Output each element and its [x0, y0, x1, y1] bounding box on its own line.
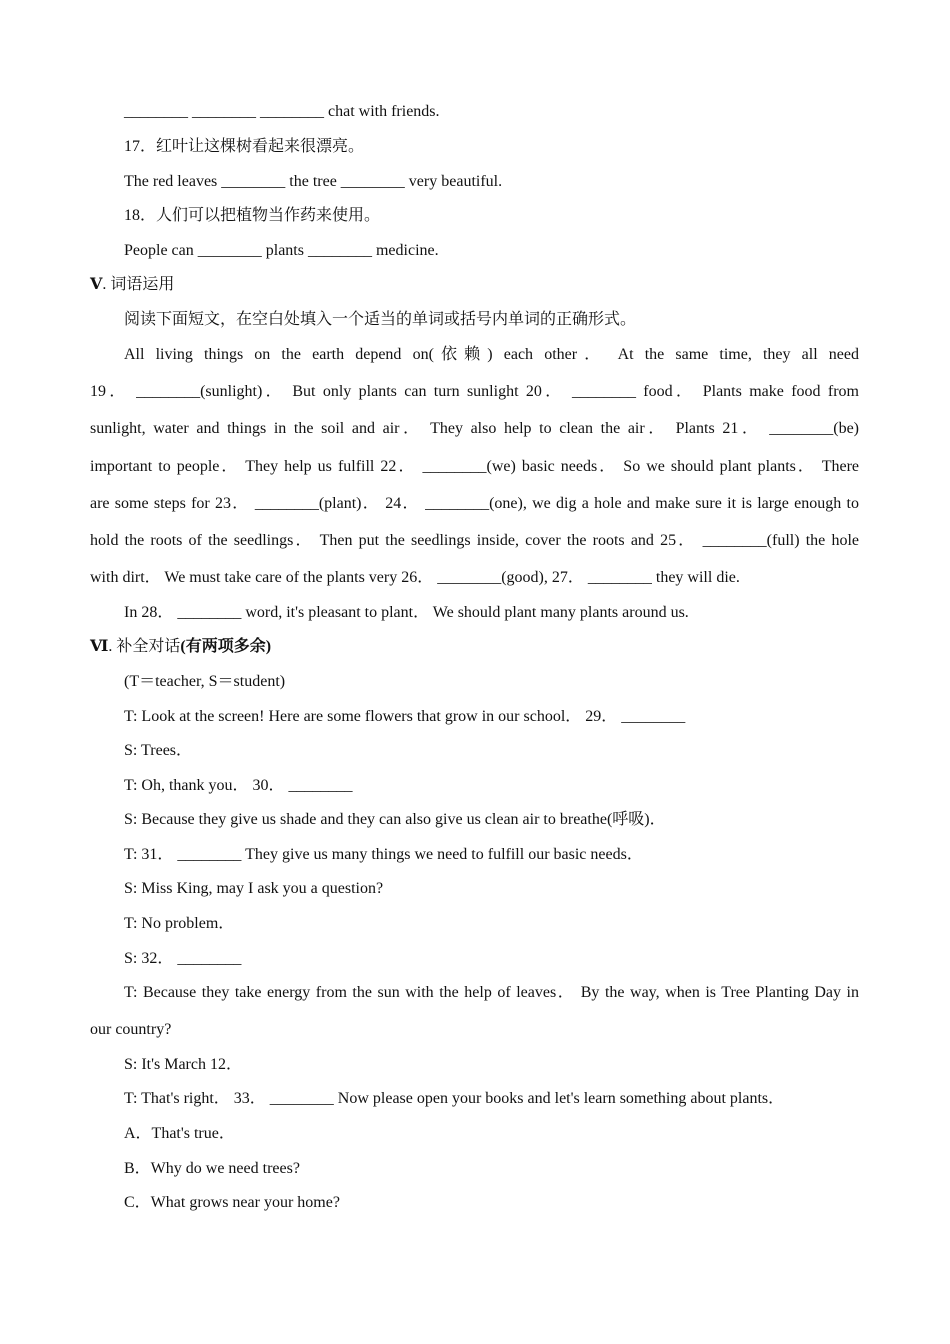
dialogue-line: T: 31． ________ They give us many things we need to fulfill our basic needs． [124, 846, 643, 863]
dialogue-line: S: Miss King, may I ask you a question? [124, 880, 384, 897]
section-6-heading [90, 637, 271, 657]
answer-line-16: ________ ________ ________ chat with friends. [124, 103, 440, 120]
question-17: 17．红叶让这棵树看起来很漂亮。 [124, 138, 365, 155]
role-key: (T＝teacher, S＝student) [124, 673, 286, 690]
passage-line: hold the roots of the seedlings． Then put the seedlings inside, cover the roots and 25． ________(full) the hole [90, 532, 859, 549]
section-6-numeral: Ⅵ [90, 638, 109, 655]
passage-line: important to people． They help us fulfill 22． ________(we) basic needs． So we should plant plants． There [90, 458, 860, 475]
dialogue-line: S: Because they give us shade and they can also give us clean air to breathe(呼吸)． [124, 811, 666, 828]
option-b: B．Why do we need trees? [124, 1160, 300, 1177]
section-6-note: (有两项多余) [180, 638, 272, 655]
passage-line: 19． ________(sunlight)． But only plants can turn sunlight 20． ________ food． Plants make food from [90, 383, 860, 400]
section-5-numeral: Ⅴ [90, 276, 103, 293]
question-18: 18．人们可以把植物当作药来使用。 [124, 207, 381, 224]
passage-line: with dirt． We must take care of the plants very 26． ________(good), 27． ________ they will die. [90, 569, 740, 586]
passage-line: sunlight, water and things in the soil and air． They also help to clean the air． Plants 21． ________(be) [90, 420, 859, 437]
passage-line: All living things on the earth depend on(依赖) each other． At the same time, they all need [124, 346, 859, 363]
section-5-heading [90, 275, 174, 295]
passage-last-line: In 28． ________ word, it's pleasant to plant． We should plant many plants around us. [124, 604, 689, 621]
dialogue-line: S: It's March 12． [124, 1056, 242, 1073]
dialogue-line: T: No problem． [124, 915, 235, 932]
answer-line-18: People can ________ plants ________ medicine. [124, 242, 439, 259]
dialogue-line: S: Trees． [124, 742, 193, 759]
answer-line-17: The red leaves ________ the tree ________ very beautiful. [124, 173, 503, 190]
dialogue-line: S: 32． ________ [124, 950, 242, 967]
dialogue-line: T: Because they take energy from the sun with the help of leaves． By the way, when is Tree Planting Day in [124, 984, 859, 1001]
dialogue-line: T: Oh, thank you． 30． ________ [124, 777, 353, 794]
option-c: C．What grows near your home? [124, 1194, 340, 1211]
section-6-title: . 补全对话 [108, 638, 181, 655]
section-5-title: . 词语运用 [102, 276, 175, 293]
dialogue-line: T: Look at the screen! Here are some flowers that grow in our school． 29． ________ [124, 708, 686, 725]
dialogue-line: our country? [90, 1021, 172, 1038]
dialogue-line: T: That's right． 33． ________ Now please open your books and let's learn something about plants． [124, 1090, 785, 1107]
passage-line: are some steps for 23． ________(plant)． 24． ________(one), we dig a hole and make sure it is large enough to [90, 495, 859, 512]
option-a: A．That's true． [124, 1125, 235, 1142]
section-5-instruction: 阅读下面短文，在空白处填入一个适当的单词或括号内单词的正确形式。 [124, 311, 637, 328]
